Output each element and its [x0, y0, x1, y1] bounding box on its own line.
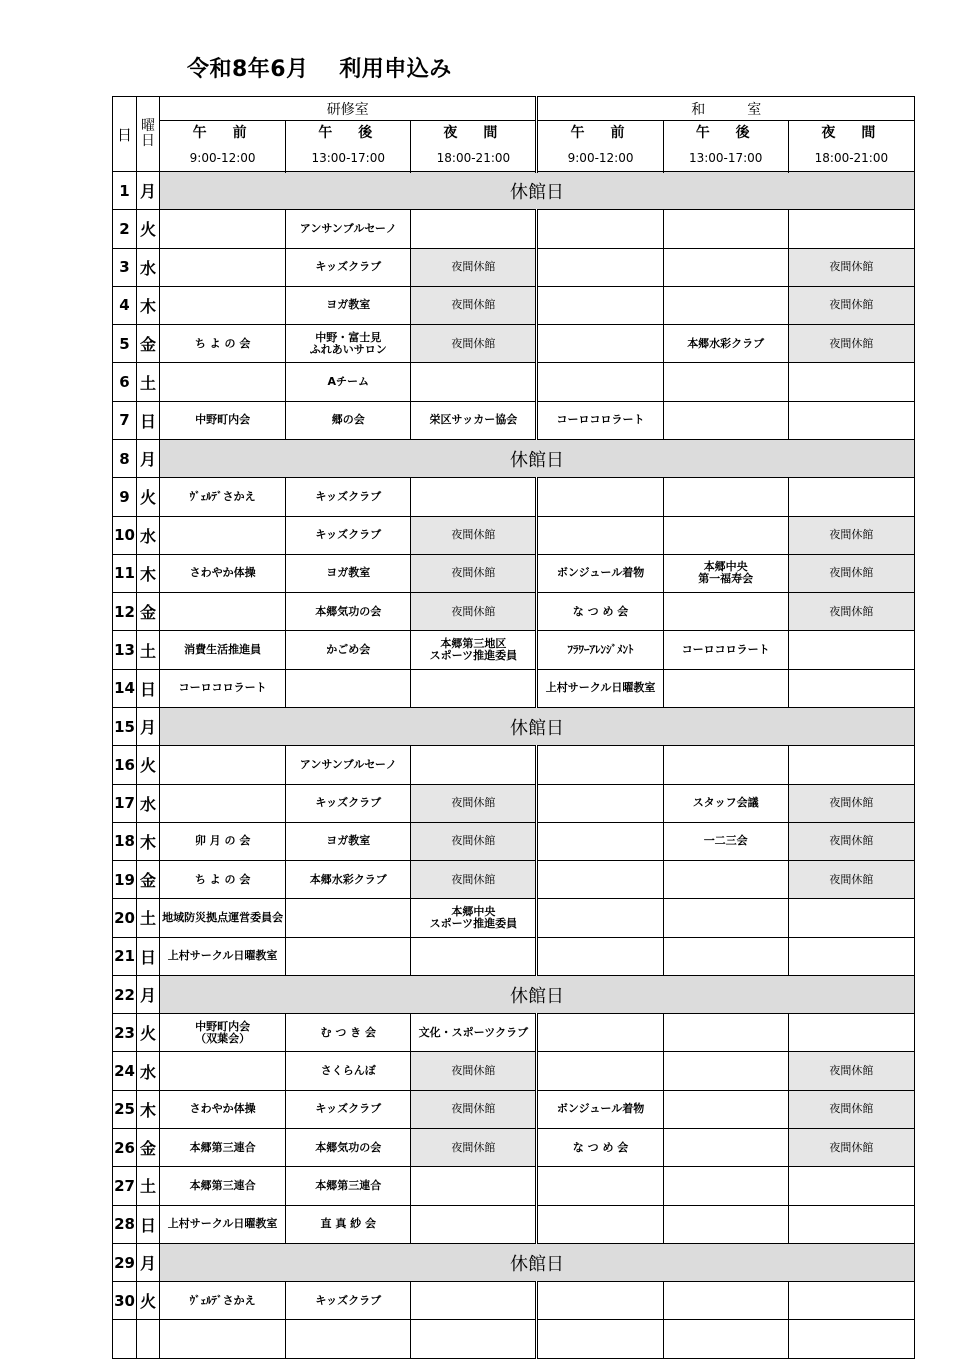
night-closed-cell: 夜間休館	[411, 286, 537, 324]
slot-time: 9:00-12:00	[189, 151, 256, 165]
reservation-cell: さわやか体操	[160, 1090, 286, 1128]
reservation-cell	[411, 363, 537, 401]
day-number: 18	[113, 822, 137, 860]
reservation-cell: 本郷第三連合	[286, 1167, 411, 1205]
reservation-cell: 中野町内会 （双葉会）	[160, 1014, 286, 1052]
reservation-cell: コーロコロラート	[537, 401, 663, 439]
weekday-cell: 火	[137, 1282, 160, 1320]
table-row	[113, 325, 915, 363]
day-number: 10	[113, 516, 137, 554]
table-header	[113, 97, 915, 172]
reservation-cell	[788, 363, 914, 401]
reservation-cell	[537, 478, 663, 516]
reservation-cell	[160, 516, 286, 554]
weekday-cell: 日	[137, 669, 160, 707]
reservation-cell	[663, 861, 788, 899]
reservation-cell: 直 真 紗 会	[286, 1205, 411, 1243]
room-header-washitsu: 和 室	[537, 97, 915, 121]
reservation-cell	[537, 286, 663, 324]
day-number: 11	[113, 554, 137, 592]
night-closed-cell: 夜間休館	[411, 516, 537, 554]
table-row	[113, 1090, 915, 1128]
night-closed-cell: 夜間休館	[411, 554, 537, 592]
reservation-cell	[537, 1320, 663, 1359]
slot-header	[663, 121, 788, 172]
slot-header	[160, 121, 286, 172]
day-column-header: 日	[113, 97, 137, 172]
slot-time: 18:00-21:00	[814, 151, 889, 165]
night-closed-cell: 夜間休館	[411, 1052, 537, 1090]
day-number: 3	[113, 248, 137, 286]
reservation-cell: ｳﾞｪﾙﾃﾞさかえ	[160, 478, 286, 516]
reservation-cell	[663, 1167, 788, 1205]
closed-day-cell: 休館日	[160, 975, 915, 1013]
day-number: 6	[113, 363, 137, 401]
reservation-cell: ヨガ教室	[286, 822, 411, 860]
reservation-cell: 中野町内会	[160, 401, 286, 439]
reservation-cell	[537, 746, 663, 784]
weekday-cell: 木	[137, 1090, 160, 1128]
reservation-cell	[788, 1282, 914, 1320]
day-number: 8	[113, 439, 137, 477]
weekday-cell: 火	[137, 478, 160, 516]
reservation-cell	[160, 746, 286, 784]
weekday-cell: 金	[137, 325, 160, 363]
reservation-cell: キッズクラブ	[286, 1282, 411, 1320]
table-row	[113, 861, 915, 899]
weekday-cell: 土	[137, 1167, 160, 1205]
night-closed-cell: 夜間休館	[788, 822, 914, 860]
weekday-header-text: 曜 日	[141, 118, 156, 149]
reservation-cell	[663, 1090, 788, 1128]
reservation-cell: 郷の会	[286, 401, 411, 439]
reservation-cell: 本郷第三連合	[160, 1129, 286, 1167]
weekday-cell: 木	[137, 554, 160, 592]
day-number: 21	[113, 937, 137, 975]
night-closed-cell: 夜間休館	[411, 1090, 537, 1128]
table-row	[113, 593, 915, 631]
table-row	[113, 1129, 915, 1167]
weekday-cell: 日	[137, 937, 160, 975]
slot-name: 夜 間	[821, 125, 882, 141]
reservation-cell: ﾌﾗﾜｰｱﾚﾝｼﾞﾒﾝﾄ	[537, 631, 663, 669]
weekday-cell: 土	[137, 363, 160, 401]
reservation-cell: キッズクラブ	[286, 1090, 411, 1128]
night-closed-cell: 夜間休館	[788, 516, 914, 554]
reservation-cell	[537, 784, 663, 822]
reservation-cell	[286, 669, 411, 707]
closed-day-cell: 休館日	[160, 707, 915, 745]
reservation-cell: 本郷気功の会	[286, 593, 411, 631]
night-closed-cell: 夜間休館	[411, 784, 537, 822]
day-number: 22	[113, 975, 137, 1013]
table-row	[113, 1167, 915, 1205]
reservation-cell	[537, 937, 663, 975]
weekday-cell: 水	[137, 248, 160, 286]
slot-header	[411, 121, 537, 172]
reservation-cell	[160, 210, 286, 248]
reservation-cell: 本郷水彩クラブ	[286, 861, 411, 899]
day-number: 26	[113, 1129, 137, 1167]
reservation-cell: さくらんぼ	[286, 1052, 411, 1090]
reservation-cell: 栄区サッカー協会	[411, 401, 537, 439]
weekday-column-header	[137, 97, 160, 172]
weekday-cell: 月	[137, 439, 160, 477]
reservation-cell	[411, 1282, 537, 1320]
night-closed-cell: 夜間休館	[788, 325, 914, 363]
slot-header	[537, 121, 663, 172]
night-closed-cell: 夜間休館	[788, 784, 914, 822]
slot-name: 夜 間	[443, 125, 504, 141]
night-closed-cell: 夜間休館	[788, 1052, 914, 1090]
day-number: 5	[113, 325, 137, 363]
reservation-cell	[411, 937, 537, 975]
day-number: 9	[113, 478, 137, 516]
reservation-cell: ｳﾞｪﾙﾃﾞさかえ	[160, 1282, 286, 1320]
night-closed-cell: 夜間休館	[788, 248, 914, 286]
reservation-cell: アンサンブルセーノ	[286, 210, 411, 248]
reservation-cell	[788, 669, 914, 707]
weekday-cell: 月	[137, 707, 160, 745]
table-row	[113, 975, 915, 1013]
weekday-cell: 木	[137, 286, 160, 324]
table-row	[113, 248, 915, 286]
reservation-cell	[537, 1205, 663, 1243]
reservation-cell	[160, 784, 286, 822]
reservation-cell	[663, 516, 788, 554]
night-closed-cell: 夜間休館	[411, 325, 537, 363]
reservation-cell	[788, 478, 914, 516]
closed-day-cell: 休館日	[160, 172, 915, 210]
day-number: 27	[113, 1167, 137, 1205]
reservation-cell	[788, 1205, 914, 1243]
table-row	[113, 784, 915, 822]
reservation-cell: コーロコロラート	[663, 631, 788, 669]
reservation-cell: 本郷中央 スポーツ推進委員	[411, 899, 537, 937]
reservation-table	[112, 96, 915, 1359]
reservation-cell	[537, 899, 663, 937]
table-row	[113, 516, 915, 554]
weekday-cell: 日	[137, 401, 160, 439]
reservation-cell	[411, 478, 537, 516]
reservation-cell	[663, 401, 788, 439]
reservation-cell: 地域防災拠点運営委員会	[160, 899, 286, 937]
day-number: 2	[113, 210, 137, 248]
weekday-cell: 木	[137, 822, 160, 860]
night-closed-cell: 夜間休館	[788, 861, 914, 899]
reservation-cell	[411, 210, 537, 248]
reservation-cell	[663, 248, 788, 286]
night-closed-cell: 夜間休館	[788, 286, 914, 324]
day-number: 24	[113, 1052, 137, 1090]
table-row	[113, 669, 915, 707]
reservation-cell	[788, 937, 914, 975]
table-row	[113, 363, 915, 401]
reservation-cell	[160, 363, 286, 401]
reservation-cell: 上村サークル日曜教室	[537, 669, 663, 707]
page-title: 令和8年6月 利用申込み	[187, 57, 452, 82]
reservation-cell: アンサンブルセーノ	[286, 746, 411, 784]
day-number: 1	[113, 172, 137, 210]
reservation-cell: ボンジュール着物	[537, 554, 663, 592]
reservation-cell: む つ き 会	[286, 1014, 411, 1052]
closed-day-cell: 休館日	[160, 439, 915, 477]
table-row	[113, 899, 915, 937]
reservation-cell	[160, 593, 286, 631]
slot-name: 午 後	[318, 125, 379, 141]
weekday-cell: 日	[137, 1205, 160, 1243]
reservation-cell: ヨガ教室	[286, 286, 411, 324]
reservation-cell: ち よ の 会	[160, 861, 286, 899]
table-row	[113, 937, 915, 975]
reservation-cell	[411, 1205, 537, 1243]
closed-day-cell: 休館日	[160, 1243, 915, 1281]
table-row	[113, 746, 915, 784]
reservation-cell	[663, 1205, 788, 1243]
reservation-cell: コーロコロラート	[160, 669, 286, 707]
reservation-cell	[537, 210, 663, 248]
reservation-cell	[663, 1014, 788, 1052]
reservation-cell	[537, 861, 663, 899]
reservation-cell	[663, 593, 788, 631]
night-closed-cell: 夜間休館	[788, 1129, 914, 1167]
reservation-cell	[788, 210, 914, 248]
reservation-cell	[160, 248, 286, 286]
day-number: 17	[113, 784, 137, 822]
reservation-cell	[286, 899, 411, 937]
weekday-cell: 水	[137, 1052, 160, 1090]
day-number: 20	[113, 899, 137, 937]
reservation-cell: な つ め 会	[537, 1129, 663, 1167]
reservation-cell	[663, 210, 788, 248]
slot-name: 午 後	[695, 125, 756, 141]
reservation-cell	[663, 937, 788, 975]
reservation-cell	[537, 1014, 663, 1052]
reservation-cell	[411, 1167, 537, 1205]
weekday-cell: 土	[137, 899, 160, 937]
reservation-cell: 卯 月 の 会	[160, 822, 286, 860]
day-number: 25	[113, 1090, 137, 1128]
reservation-cell: 上村サークル日曜教室	[160, 1205, 286, 1243]
weekday-cell	[137, 1320, 160, 1359]
reservation-cell	[663, 363, 788, 401]
reservation-cell: かごめ会	[286, 631, 411, 669]
table-row	[113, 631, 915, 669]
reservation-cell	[663, 746, 788, 784]
reservation-cell	[160, 1052, 286, 1090]
day-number	[113, 1320, 137, 1359]
reservation-cell	[286, 937, 411, 975]
reservation-cell	[411, 1320, 537, 1359]
reservation-cell	[788, 1320, 914, 1359]
reservation-cell	[537, 248, 663, 286]
slot-header-row	[113, 121, 915, 172]
reservation-cell: ボンジュール着物	[537, 1090, 663, 1128]
day-number: 7	[113, 401, 137, 439]
reservation-cell	[788, 746, 914, 784]
day-number: 13	[113, 631, 137, 669]
reservation-cell	[537, 516, 663, 554]
slot-time: 18:00-21:00	[436, 151, 511, 165]
reservation-cell: キッズクラブ	[286, 784, 411, 822]
reservation-cell	[788, 631, 914, 669]
reservation-cell: キッズクラブ	[286, 478, 411, 516]
weekday-cell: 水	[137, 516, 160, 554]
reservation-cell	[788, 1014, 914, 1052]
weekday-cell: 土	[137, 631, 160, 669]
reservation-cell	[663, 899, 788, 937]
table-body	[113, 172, 915, 1359]
day-number: 23	[113, 1014, 137, 1052]
day-number: 28	[113, 1205, 137, 1243]
reservation-cell	[663, 1129, 788, 1167]
night-closed-cell: 夜間休館	[411, 861, 537, 899]
table-row	[113, 478, 915, 516]
reservation-cell: さわやか体操	[160, 554, 286, 592]
table-row	[113, 1282, 915, 1320]
reservation-cell: キッズクラブ	[286, 516, 411, 554]
slot-name: 午 前	[192, 125, 253, 141]
reservation-cell: 本郷第三連合	[160, 1167, 286, 1205]
reservation-cell: スタッフ会議	[663, 784, 788, 822]
table-row	[113, 1205, 915, 1243]
reservation-cell: 上村サークル日曜教室	[160, 937, 286, 975]
reservation-cell: 文化・スポーツクラブ	[411, 1014, 537, 1052]
day-number: 15	[113, 707, 137, 745]
reservation-cell	[788, 899, 914, 937]
weekday-cell: 火	[137, 1014, 160, 1052]
table-row	[113, 1014, 915, 1052]
weekday-cell: 金	[137, 1129, 160, 1167]
reservation-cell	[663, 669, 788, 707]
day-number: 4	[113, 286, 137, 324]
reservation-cell: 本郷中央 第一福寿会	[663, 554, 788, 592]
table-row	[113, 172, 915, 210]
weekday-cell: 月	[137, 975, 160, 1013]
table-row	[113, 210, 915, 248]
reservation-cell: 中野・富士見 ふれあいサロン	[286, 325, 411, 363]
night-closed-cell: 夜間休館	[411, 593, 537, 631]
table-row	[113, 554, 915, 592]
reservation-cell	[286, 1320, 411, 1359]
reservation-cell	[537, 363, 663, 401]
table-row	[113, 401, 915, 439]
slot-header	[286, 121, 411, 172]
weekday-cell: 金	[137, 861, 160, 899]
reservation-cell	[537, 1167, 663, 1205]
reservation-cell	[537, 822, 663, 860]
reservation-cell	[663, 1320, 788, 1359]
reservation-cell	[663, 286, 788, 324]
reservation-cell: な つ め 会	[537, 593, 663, 631]
reservation-cell	[663, 1282, 788, 1320]
reservation-cell	[537, 325, 663, 363]
weekday-cell: 水	[137, 784, 160, 822]
reservation-cell	[663, 1052, 788, 1090]
table-row	[113, 1052, 915, 1090]
reservation-cell: 一二三会	[663, 822, 788, 860]
reservation-cell	[411, 669, 537, 707]
reservation-cell: Aチーム	[286, 363, 411, 401]
reservation-cell	[537, 1282, 663, 1320]
day-number: 30	[113, 1282, 137, 1320]
day-number: 16	[113, 746, 137, 784]
slot-time: 13:00-17:00	[688, 151, 763, 165]
table-row	[113, 1243, 915, 1281]
table-row	[113, 286, 915, 324]
reservation-cell	[663, 478, 788, 516]
slot-time: 9:00-12:00	[567, 151, 634, 165]
day-number: 12	[113, 593, 137, 631]
reservation-cell: ヨガ教室	[286, 554, 411, 592]
slot-header	[788, 121, 914, 172]
night-closed-cell: 夜間休館	[411, 248, 537, 286]
reservation-cell: 本郷第三地区 スポーツ推進委員	[411, 631, 537, 669]
reservation-cell	[160, 286, 286, 324]
day-number: 29	[113, 1243, 137, 1281]
reservation-cell: 消費生活推進員	[160, 631, 286, 669]
reservation-cell: 本郷気功の会	[286, 1129, 411, 1167]
weekday-cell: 火	[137, 746, 160, 784]
weekday-cell: 火	[137, 210, 160, 248]
reservation-cell	[788, 401, 914, 439]
reservation-cell	[411, 746, 537, 784]
reservation-cell: 本郷水彩クラブ	[663, 325, 788, 363]
reservation-cell	[537, 1052, 663, 1090]
reservation-cell	[160, 1320, 286, 1359]
table-row	[113, 439, 915, 477]
reservation-cell	[788, 1167, 914, 1205]
weekday-cell: 月	[137, 1243, 160, 1281]
day-number: 19	[113, 861, 137, 899]
reservation-cell: ち よ の 会	[160, 325, 286, 363]
day-number: 14	[113, 669, 137, 707]
table-row	[113, 707, 915, 745]
table-row	[113, 822, 915, 860]
room-header-kenshu: 研修室	[160, 97, 537, 121]
night-closed-cell: 夜間休館	[411, 1129, 537, 1167]
night-closed-cell: 夜間休館	[411, 822, 537, 860]
reservation-cell: キッズクラブ	[286, 248, 411, 286]
night-closed-cell: 夜間休館	[788, 593, 914, 631]
night-closed-cell: 夜間休館	[788, 1090, 914, 1128]
night-closed-cell: 夜間休館	[788, 554, 914, 592]
table-row	[113, 1320, 915, 1359]
slot-time: 13:00-17:00	[311, 151, 385, 165]
slot-name: 午 前	[570, 125, 631, 141]
weekday-cell: 金	[137, 593, 160, 631]
weekday-cell: 月	[137, 172, 160, 210]
